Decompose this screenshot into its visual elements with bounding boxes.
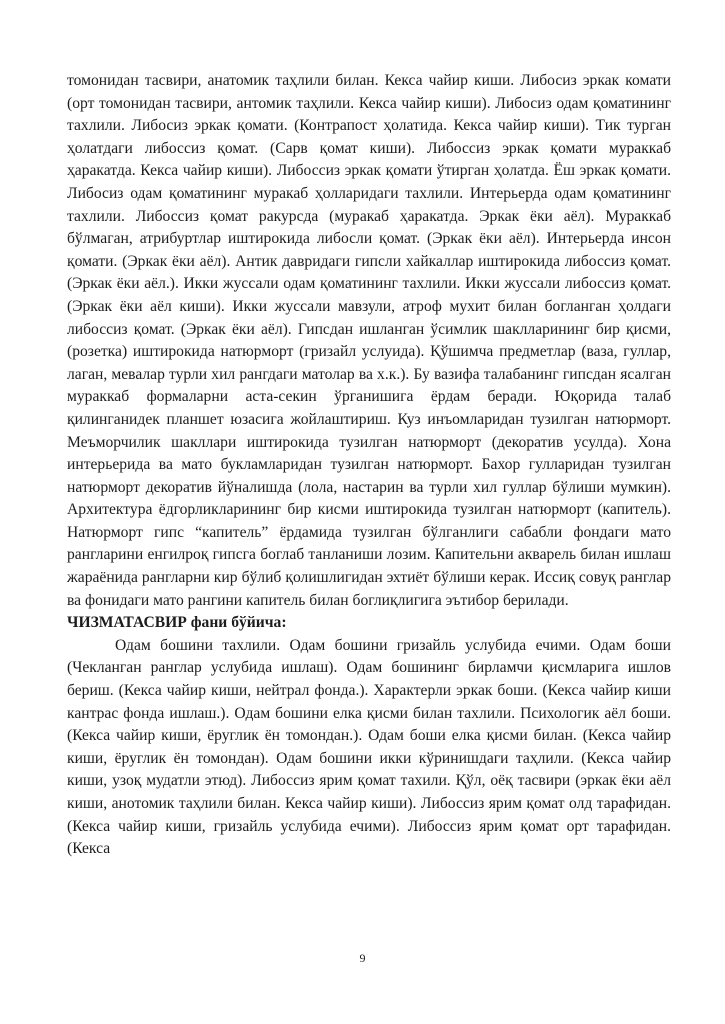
page-number: 9 [359, 951, 366, 965]
section-heading: ЧИЗМАТАСВИР фани бўйича: [67, 614, 287, 632]
page-body [67, 70, 671, 861]
body-paragraph-1: томонидан тасвири, анатомик таҳлили билан. Кекса чайир киши. Либосиз эркак комати (орт томонидан тасвири, антомик таҳлили. Кекса чайир киши). Либосиз одам қоматининг тахлили. Либосиз эркак қомати. (Контрапост ҳолатида. Кекса чайир киши). Тик турган ҳолатдаги либоссиз қомат. (Сарв қомат киши). Либоссиз эркак қомати мураккаб ҳаракатда. Кекса чайир киши). Либоссиз эркак қомати ўтирган ҳолатда. Ёш эркак қомати. Либосиз одам қоматининг муракаб ҳолларидаги тахлили. Интерьерда одам қоматининг тахлили. Либоссиз қомат ракурсда (муракаб ҳаракатда. Эркак ёки аёл). Мураккаб бўлмаган, атрибуртлар иштирокида либосли қомат. (Эркак ёки аёл). Интерьерда инсон қомати. (Эркак ёки аёл). Антик давридаги гипсли хайкаллар иштирокида либоссиз қомат. (Эркак ёки аёл.). Икки жуссали одам қоматининг тахлили. Икки жуссали либоссиз қомат. (Эркак ёки аёл киши). Икки жуссали мавзули, атроф мухит билан богланган ҳолдаги либоссиз қомат. (Эркак ёки аёл). Гипсдан ишланган ўсимлик шаклларининг бир қисми, (розетка) иштирокида натюрморт (гризайл услуида). Қўшимча предметлар (ваза, гуллар, лаган, мевалар турли хил рангдаги матолар ва х.к.). Бу вазифа талабанинг гипсдан ясалган мураккаб формаларни аста-секин ўрганишига ёрдам беради. Юқорида талаб қилинганидек планшет юзасига жойлаштириш. Куз инъомларидан тузилган натюрморт. Меъморчилик шакллари иштирокида тузилган натюрморт (декоратив усулда). Хона интерьерида ва мато букламларидан тузилган натюрморт. Бахор гулларидан тузилган натюрморт декоратив йўналишда (лола, настарин ва турли хил гуллар бўлиши мумкин). Архитектура ёдгорликларининг бир кисми иштирокида тузилган натюрморт (капитель). Натюрморт гипс “капитель” ёрдамида тузилган бўлганлиги сабабли фондаги мато рангларини енгилроқ гипсга боглаб танланиши лозим. Капительни акварель билан ишлаш жараёнида рангларни кир бўлиб қолишлигидан эхтиёт бўлиши керак. Иссиқ совуқ ранглар ва фонидаги мато рангини капитель билан боглиқлигига эътибор берилади. [67, 72, 671, 609]
body-paragraph-2: Одам бошини тахлили. Одам бошини гризайль услубида ечими. Одам боши (Чекланган ранглар услубида ишлаш). Одам бошининг бирламчи қисмларига ишлов бериш. (Кекса чайир киши, нейтрал фонда.). Характерли эркак боши. (Кекса чайир киши кантрас фонда ишлаш.). Одам бошини елка қисми билан тахлили. Психологик аёл боши. (Кекса чайир киши, ёруглик ён томондан.). Одам боши елка қисми билан. (Кекса чайир киши, ёруглик ён томондан). Одам бошини икки кўринишдаги таҳлили. (Кекса чайир киши, узоқ мудатли этюд). Либоссиз ярим қомат тахили. Қўл, оёқ тасвири (эркак ёки аёл киши, анотомик таҳлили билан. Кекса чайир киши). Либоссиз ярим қомат олд тарафидан. (Кекса чайир киши, гризайль услубида ечими). Либоссиз ярим қомат орт тарафидан. (Кекса [67, 636, 671, 858]
